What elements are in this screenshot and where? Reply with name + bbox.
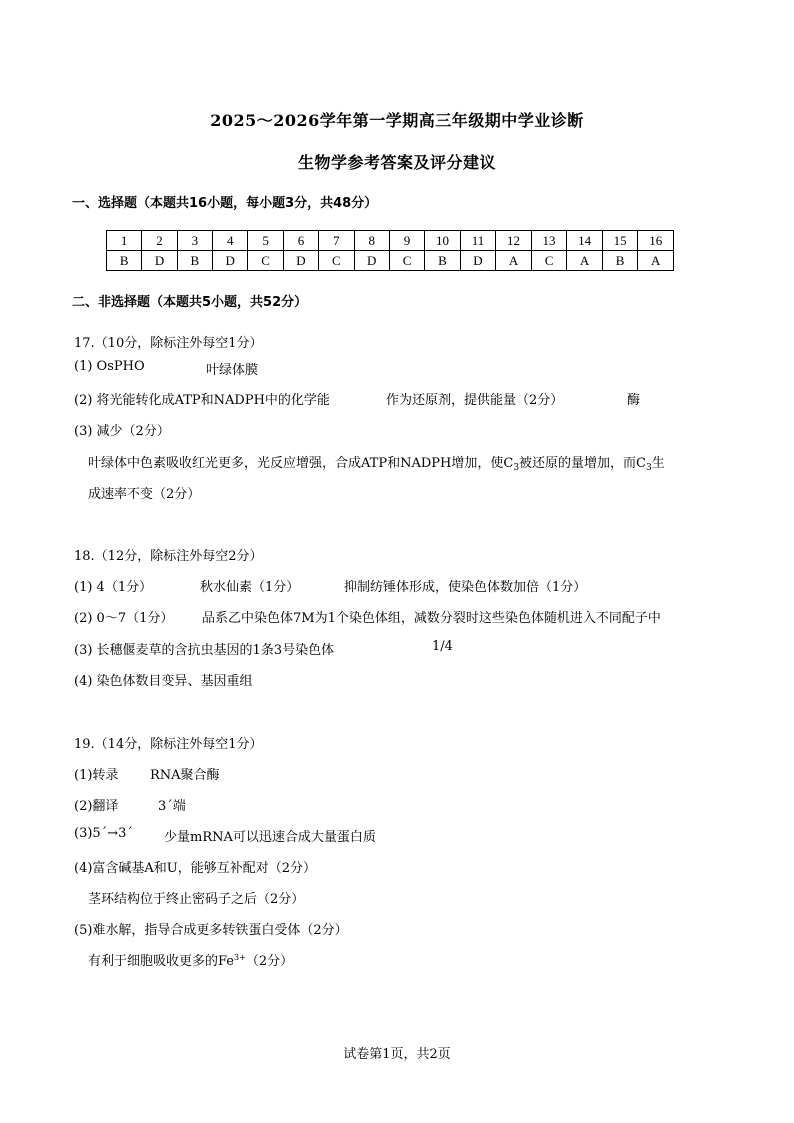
answer-table <box>106 230 674 271</box>
q18-answer-3a: (3) 长穗偃麦草的含抗虫基因的1条3号染色体 <box>74 643 335 658</box>
question-number-cell: 1 <box>107 231 142 251</box>
answer-cell: D <box>213 251 248 271</box>
page-footer: 试卷第1页，共2页 <box>343 1047 451 1062</box>
question-number-cell: 4 <box>213 231 248 251</box>
q18-answer-1b: 秋水仙素（1分） <box>200 580 300 595</box>
question-number-cell: 10 <box>425 231 461 251</box>
answer-cell: C <box>389 251 424 271</box>
question-number-cell: 2 <box>142 231 177 251</box>
answer-cell: C <box>319 251 354 271</box>
answer-cell: B <box>107 251 142 271</box>
q17-header: 17.（10分，除标注外每空1分） <box>74 336 263 351</box>
answer-cell: C <box>531 251 567 271</box>
answer-cell: D <box>142 251 177 271</box>
q19-answer-1b: RNA聚合酶 <box>150 768 220 783</box>
q17-answer-1a: (1) OsPHO <box>74 359 145 374</box>
question-number-cell: 3 <box>177 231 212 251</box>
answer-cell: B <box>177 251 212 271</box>
answer-cell: D <box>354 251 389 271</box>
q18-header: 18.（12分，除标注外每空2分） <box>74 549 263 564</box>
page-title: 2025～2026学年第一学期高三年级期中学业诊断 <box>210 111 584 130</box>
question-number-cell: 12 <box>496 231 532 251</box>
q19-header: 19.（14分，除标注外每空1分） <box>74 737 263 752</box>
section-heading-nonchoice: 二、非选择题（本题共5小题，共52分） <box>72 295 308 310</box>
q18-answer-2a: (2) 0～7（1分） <box>74 611 174 626</box>
answer-cell: A <box>567 251 603 271</box>
q17-explanation-line1: 叶绿体中色素吸收红光更多，光反应增强，合成ATP和NADPH增加，使$C_3$被还原的量增加，而$C_3$生 <box>88 456 665 473</box>
q19-answer-4: (4)富含碱基A和U，能够互补配对（2分） <box>74 861 317 876</box>
q17-answer-2c: 酶 <box>627 393 641 408</box>
answer-cell: D <box>283 251 318 271</box>
q17-answer-1b: 叶绿体膜 <box>206 363 259 378</box>
question-number-cell: 15 <box>602 231 638 251</box>
q19-answer-1a: (1)转录 <box>74 768 119 783</box>
q18-answer-1a: (1) 4（1分） <box>74 580 153 595</box>
q17-answer-2b: 作为还原剂，提供能量（2分） <box>386 393 564 408</box>
answer-row <box>107 251 674 271</box>
question-number-cell: 9 <box>389 231 424 251</box>
q18-answer-4: (4) 染色体数目变异、基因重组 <box>74 674 253 689</box>
q19-answer-3a: (3)5´→3´ <box>74 826 133 841</box>
question-number-cell: 14 <box>567 231 603 251</box>
answer-cell: B <box>602 251 638 271</box>
q17-explanation-line2: 成速率不变（2分） <box>88 487 201 502</box>
section-heading-choice: 一、选择题（本题共16小题，每小题3分，共48分） <box>72 196 378 211</box>
question-number-cell: 11 <box>460 231 496 251</box>
answer-cell: D <box>460 251 496 271</box>
q19-answer-2a: (2)翻译 <box>74 799 119 814</box>
q17-answer-2a: (2) 将光能转化成ATP和NADPH中的化学能 <box>74 393 330 408</box>
answer-cell: B <box>425 251 461 271</box>
q19-answer-4-cont: 茎环结构位于终止密码子之后（2分） <box>88 892 305 907</box>
answer-cell: A <box>496 251 532 271</box>
question-number-cell: 6 <box>283 231 318 251</box>
q19-answer-5-cont: 有利于细胞吸收更多的$Fe^{3+}(2$分） <box>88 953 294 969</box>
question-number-row <box>107 231 674 251</box>
q17-answer-3: (3) 减少（2分） <box>74 424 170 439</box>
q18-answer-1c: 抑制纺锤体形成，使染色体数加倍（1分） <box>344 580 587 595</box>
q19-answer-3b: 少量mRNA可以迅速合成大量蛋白质 <box>164 830 376 845</box>
question-number-cell: 7 <box>319 231 354 251</box>
question-number-cell: 8 <box>354 231 389 251</box>
answer-cell: A <box>638 251 674 271</box>
page-subtitle: 生物学参考答案及评分建议 <box>297 153 496 172</box>
answer-cell: C <box>248 251 283 271</box>
question-number-cell: 5 <box>248 231 283 251</box>
q19-answer-5: (5)难水解，指导合成更多转铁蛋白受体（2分） <box>74 923 348 938</box>
question-number-cell: 13 <box>531 231 567 251</box>
q18-answer-2b: 品系乙中染色体7M为1个染色体组，减数分裂时这些染色体随机进入不同配子中 <box>202 611 661 626</box>
question-number-cell: 16 <box>638 231 674 251</box>
q19-answer-2b: 3´端 <box>158 799 186 814</box>
q18-answer-3b: 1/4 <box>432 639 453 654</box>
